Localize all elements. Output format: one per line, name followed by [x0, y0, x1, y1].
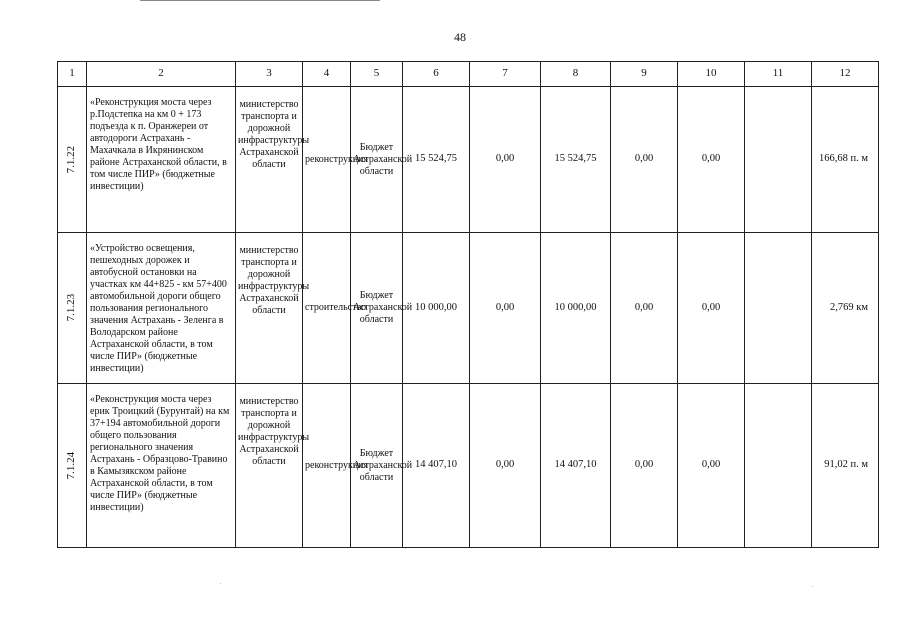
- value-col-10: 0,00: [678, 384, 745, 548]
- value-col-8: 10 000,00: [541, 233, 611, 384]
- column-header: 5: [351, 62, 403, 87]
- value-col-9: 0,00: [611, 233, 678, 384]
- row-id-cell: [58, 87, 87, 233]
- column-header: 9: [611, 62, 678, 87]
- customer: министерство транспорта и дорожной инфраструктуры Астраханской области: [236, 233, 303, 384]
- page-number: 48: [454, 30, 466, 44]
- table-row: [58, 384, 879, 548]
- column-header: 7: [470, 62, 541, 87]
- funding-source: Бюджет Астраханской области: [351, 87, 403, 233]
- table-row: [58, 87, 879, 233]
- customer: министерство транспорта и дорожной инфраструктуры Астраханской области: [236, 384, 303, 548]
- value-col-11: [745, 233, 812, 384]
- value-col-6: 10 000,00: [403, 233, 470, 384]
- row-id-cell: [58, 233, 87, 384]
- funding-source: Бюджет Астраханской области: [351, 384, 403, 548]
- value-col-7: 0,00: [470, 233, 541, 384]
- column-header: 6: [403, 62, 470, 87]
- value-col-6: 15 524,75: [403, 87, 470, 233]
- funding-source: Бюджет Астраханской области: [351, 233, 403, 384]
- column-header: 3: [236, 62, 303, 87]
- customer: министерство транспорта и дорожной инфраструктуры Астраханской области: [236, 87, 303, 233]
- value-col-9: 0,00: [611, 384, 678, 548]
- value-col-11: [745, 384, 812, 548]
- value-col-7: 0,00: [470, 384, 541, 548]
- scan-speck: [812, 586, 813, 587]
- top-rule: [140, 0, 380, 1]
- row-id-cell: [58, 384, 87, 548]
- column-header: 4: [303, 62, 351, 87]
- value-col-6: 14 407,10: [403, 384, 470, 548]
- capacity: 91,02 п. м: [812, 384, 879, 548]
- value-col-11: [745, 87, 812, 233]
- column-header: 1: [58, 62, 87, 87]
- work-type: реконструкция: [303, 87, 351, 233]
- header-row: [58, 62, 879, 87]
- table-row: [58, 233, 879, 384]
- value-col-8: 15 524,75: [541, 87, 611, 233]
- column-header: 2: [87, 62, 236, 87]
- value-col-10: 0,00: [678, 87, 745, 233]
- row-id: 7.1.22: [65, 145, 78, 174]
- value-col-10: 0,00: [678, 233, 745, 384]
- object-name: «Устройство освещения, пешеходных дорожек и автобусной остановки на участках км 44+825 - км 57+400 автомобильной дороги общего пользования регионального значения Астрахань - Зеленга в Володарском районе Астраханской области, в том числе ПИР» (бюджетные инвестиции): [87, 233, 236, 384]
- work-type: реконструкция: [303, 384, 351, 548]
- row-id: 7.1.24: [65, 451, 78, 480]
- column-header: 12: [812, 62, 879, 87]
- scan-speck: [405, 548, 406, 549]
- capacity: 2,769 км: [812, 233, 879, 384]
- capacity: 166,68 п. м: [812, 87, 879, 233]
- work-type: строительство: [303, 233, 351, 384]
- column-header: 8: [541, 62, 611, 87]
- column-header: 11: [745, 62, 812, 87]
- column-header: 10: [678, 62, 745, 87]
- budget-table: [57, 61, 879, 548]
- value-col-8: 14 407,10: [541, 384, 611, 548]
- value-col-7: 0,00: [470, 87, 541, 233]
- value-col-9: 0,00: [611, 87, 678, 233]
- scan-speck: [220, 583, 221, 584]
- object-name: «Реконструкция моста через р.Подстепка на км 0 + 173 подъезда к п. Оранжереи от автодороги Астрахань - Махачкала в Икрянинском районе Астраханской области, в том числе ПИР» (бюджетные инвестиции): [87, 87, 236, 233]
- object-name: «Реконструкция моста через ерик Троицкий (Бурунтай) на км 37+194 автомобильной дороги общего пользования регионального значения Астрахань - Образцово-Травино в Камызякском районе Астраханской области, в том числе ПИР» (бюджетные инвестиции): [87, 384, 236, 548]
- row-id: 7.1.23: [65, 294, 78, 322]
